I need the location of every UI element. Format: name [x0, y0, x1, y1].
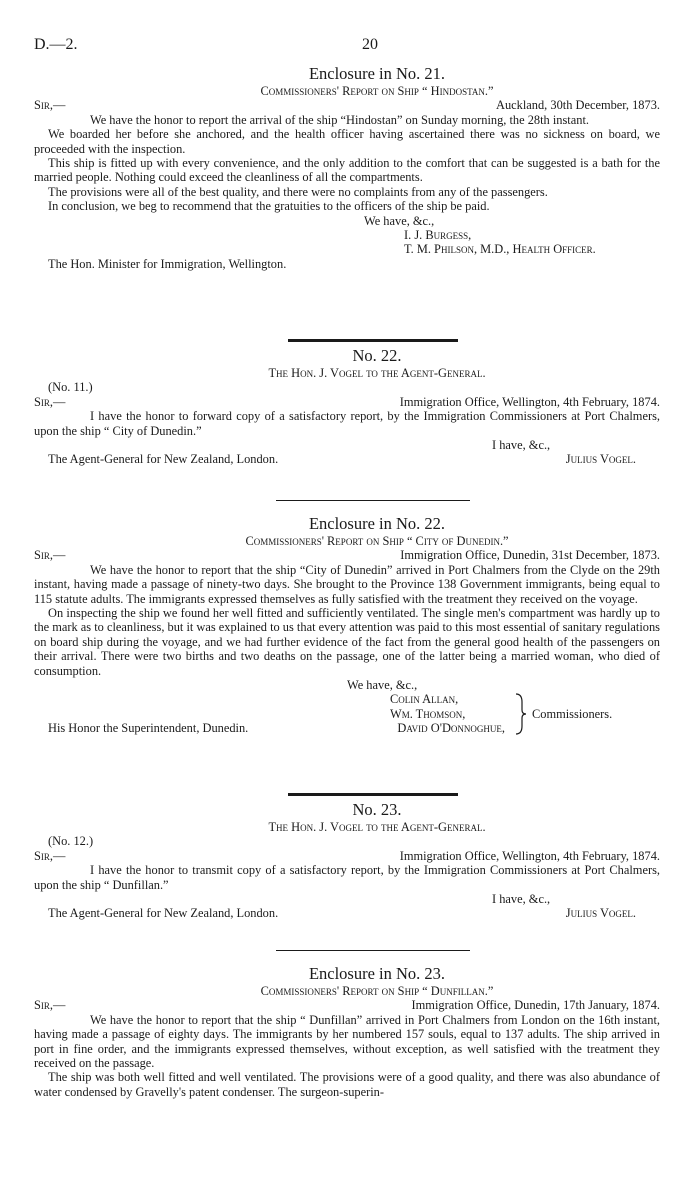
salutation: Sir,— [34, 98, 66, 113]
salutation: Sir,— [34, 848, 66, 863]
signature: T. M. Philson, M.D., Health Officer. [404, 242, 596, 257]
signature-row [34, 452, 660, 466]
section-divider [288, 793, 458, 796]
paragraph: We boarded her before she anchored, and the health officer having ascertained there was no sickness on board, we proceeded with the inspection. [34, 127, 660, 156]
paragraph: We have the honor to report that the ship “ Dunfillan” arrived in Port Chalmers from London on the 16th instant, having made a passage of eighty days. The immigrants by her numbered 157 souls, equal to 137 adults. The ship arrived in port in fine order, and the immigrants expressed themselves, without exception, as well satisfied with the treatment they received on the passage. [34, 1012, 660, 1071]
letter-22 [34, 346, 660, 467]
paragraph: The ship was both well fitted and well ventilated. The provisions were of a good quality, and there was also abundance of water condensed by Gravelly's patent condenser. The surgeon-superin- [34, 1070, 660, 1099]
reference-number: (No. 12.) [48, 834, 94, 849]
signature: Colin Allan, [390, 692, 459, 707]
paragraph: I have the honor to transmit copy of a satisfactory report, by the Immigration Commissioners at Port Chalmers, upon the ship “ Dunfillan.” [34, 863, 660, 892]
section-subtitle: The Hon. J. Vogel to the Agent-General. [268, 820, 486, 834]
paragraph: We have the honor to report the arrival of the ship “Hindostan” on Sunday morning, the 28th instant. [90, 112, 589, 127]
enclosure-21 [34, 64, 660, 271]
salutation-row [34, 998, 660, 1012]
closing: We have, &c., [364, 213, 435, 228]
document-code: D.—2. [34, 36, 78, 53]
paragraph: This ship is fitted up with every convenience, and the only addition to the comfort that can be suggested is a bath for the married people. Nothing could exceed the cleanliness of all the compartments. [34, 156, 660, 185]
reference-number: (No. 11.) [48, 380, 93, 395]
addressee: The Hon. Minister for Immigration, Wellington. [48, 256, 287, 271]
signature: I. J. Burgess, [404, 228, 472, 243]
section-title: No. 22. [352, 346, 402, 365]
signatories [34, 692, 660, 735]
salutation: Sir,— [34, 998, 66, 1013]
place-date: Immigration Office, Wellington, 4th February, 1874. [399, 394, 660, 409]
section-subtitle: Commissioners' Report on Ship “ City of Dunedin.” [245, 534, 509, 548]
salutation-row [34, 548, 660, 562]
section-divider [288, 339, 458, 342]
section-divider [276, 950, 470, 951]
section-subtitle: Commissioners' Report on Ship “ Hindostan.” [260, 84, 494, 98]
signatory-role: Commissioners. [532, 707, 613, 722]
brace-icon [514, 692, 528, 736]
place-date: Immigration Office, Wellington, 4th February, 1874. [399, 848, 660, 863]
signature-row [34, 906, 660, 920]
enclosure-22 [34, 514, 660, 736]
addressee: The Agent-General for New Zealand, London. [48, 452, 279, 467]
page-number: 20 [362, 36, 378, 53]
letter-23 [34, 800, 660, 921]
section-title: Enclosure in No. 22. [308, 514, 446, 533]
section-divider [276, 500, 470, 501]
closing: I have, &c., [492, 892, 551, 907]
addressee: The Agent-General for New Zealand, London. [48, 906, 279, 921]
paragraph: We have the honor to report that the ship “City of Dunedin” arrived in Port Chalmers from the Clyde on the 29th instant, having made a passage of ninety-two days. She brought to the Province 138 Government immigrants, being equal to 115 statute adults. The immigrants expressed themselves as fully satisfied with the treatment they received on the voyage. [34, 562, 660, 606]
section-subtitle: Commissioners' Report on Ship “ Dunfillan.” [260, 984, 494, 998]
place-date: Immigration Office, Dunedin, 31st December, 1873. [400, 548, 660, 563]
enclosure-23 [34, 964, 660, 1099]
paragraph: I have the honor to forward copy of a satisfactory report, by the Immigration Commissioners at Port Chalmers, upon the ship “ City of Dunedin.” [34, 409, 660, 438]
section-title: No. 23. [352, 800, 402, 819]
paragraph: The provisions were all of the best quality, and there were no complaints from any of the passengers. [48, 184, 548, 199]
signature: David O'Donnoghue, [397, 721, 505, 736]
closing: We have, &c., [347, 678, 418, 693]
signature: Julius Vogel. [565, 452, 636, 467]
section-title: Enclosure in No. 23. [308, 964, 446, 983]
section-title: Enclosure in No. 21. [308, 64, 446, 83]
salutation-row [34, 98, 660, 112]
section-subtitle: The Hon. J. Vogel to the Agent-General. [268, 366, 486, 380]
place-date: Immigration Office, Dunedin, 17th January, 1874. [411, 998, 660, 1013]
salutation-row [34, 395, 660, 409]
place-date: Auckland, 30th December, 1873. [496, 98, 660, 113]
signature-row [34, 721, 660, 735]
paragraph: On inspecting the ship we found her well fitted and sufficiently ventilated. The single men's compartment was hardly up to the mark as to cleanliness, but it was explained to us that every attention was paid to this most essential of sanitary regulations on board ship during the voyage, and we had further evidence of the fact from the general good health of the passengers on their arrival. There were two births and two deaths on the passage, one of the latter being a married woman, who died of consumption. [34, 606, 660, 678]
signature: Julius Vogel. [565, 906, 636, 921]
salutation-row [34, 849, 660, 863]
addressee: His Honor the Superintendent, Dunedin. [48, 721, 249, 736]
paragraph: In conclusion, we beg to recommend that the gratuities to the officers of the ship be paid. [48, 199, 490, 214]
signature: Wm. Thomson, [390, 706, 466, 721]
closing: I have, &c., [492, 438, 551, 453]
salutation: Sir,— [34, 394, 66, 409]
salutation: Sir,— [34, 548, 66, 563]
